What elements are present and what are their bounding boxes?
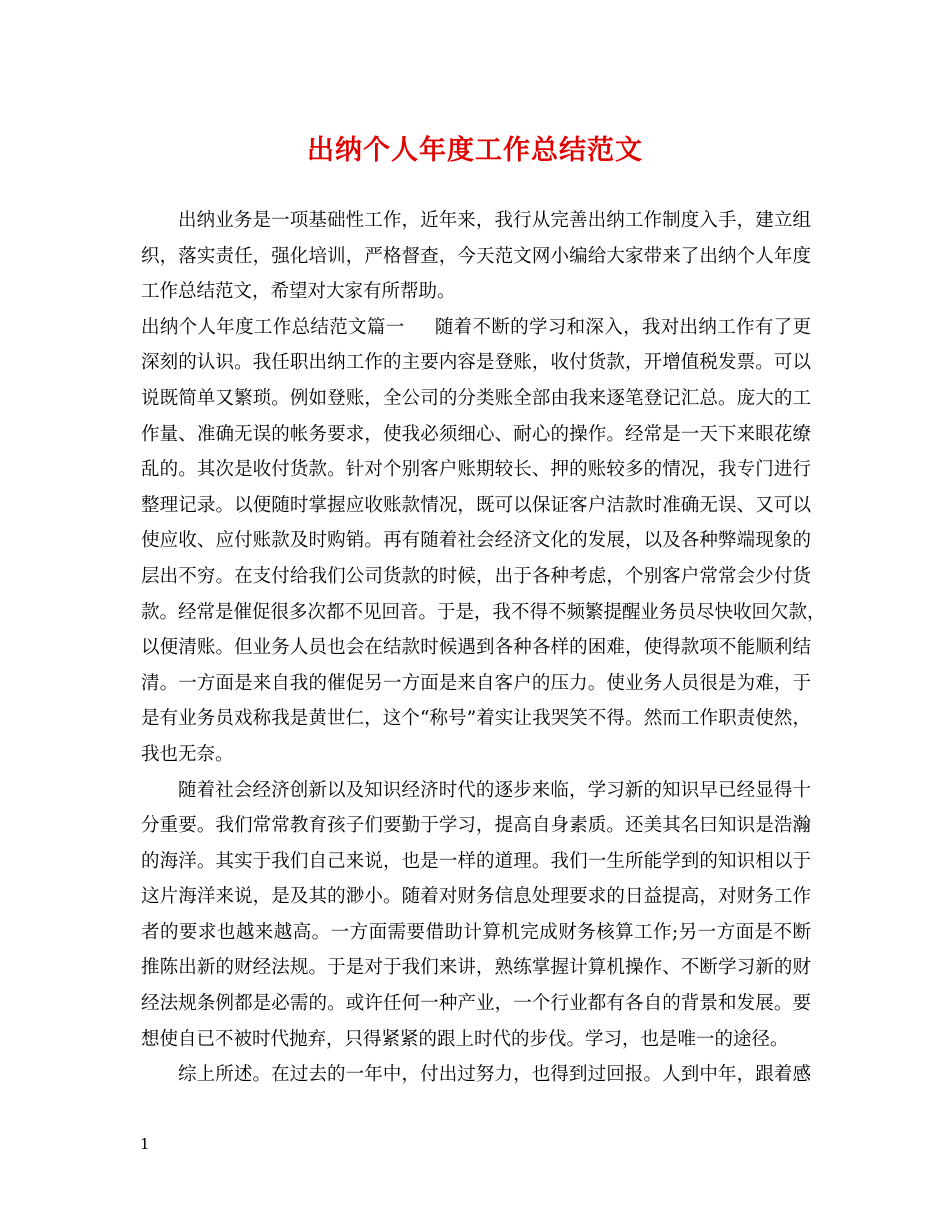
- paragraph-article-one: [141, 310, 826, 773]
- paragraph-learning: [141, 773, 811, 1058]
- text-line: 出纳业务是一项基础性工作，近年来，我行从完善出纳工作制度入手，建立组: [178, 210, 811, 231]
- document-body: [141, 203, 826, 1093]
- text-line: 我也无奈。: [141, 743, 234, 765]
- text-line: 推陈出新的财经法规。于是对于我们来讲，熟练掌握计算机操作、不断学习新的财: [141, 957, 811, 979]
- text-line: 是有业务员戏称我是黄世仁，这个“称号”着实让我哭笑不得。然而工作职责使然，: [141, 708, 811, 730]
- page-number: 1: [140, 1135, 150, 1153]
- text-line: 想使自已不被时代抛弃，只得紧紧的跟上时代的步伐。学习，也是唯一的途径。: [141, 1028, 789, 1050]
- text-line: 清。一方面是来自我的催促另一方面是来自客户的压力。使业务人员很是为难，于: [141, 672, 811, 694]
- text-line: 这片海洋来说，是及其的渺小。随着对财务信息处理要求的日益提高，对财务工作: [141, 886, 811, 908]
- text-line: 款。经常是催促很多次都不见回音。于是，我不得不频繁提醒业务员尽快收回欠款，: [141, 601, 826, 623]
- paragraph-summary: [141, 1057, 811, 1093]
- text-line: 乱的。其次是收付货款。针对个别客户账期较长、押的账较多的情况，我专门进行: [141, 459, 811, 481]
- text-line: 使应收、应付账款及时购销。再有随着社会经济文化的发展，以及各种弊端现象的: [141, 530, 811, 552]
- document-title: 出纳个人年度工作总结范文: [307, 135, 643, 166]
- text-line: 经法规条例都是必需的。或许任何一种产业，一个行业都有各自的背景和发展。要: [141, 993, 811, 1015]
- text-line: 织，落实责任，强化培训，严格督查，今天范文网小编给大家带来了出纳个人年度: [141, 245, 811, 267]
- text-line: 的海洋。其实于我们自己来说，也是一样的道理。我们一生所能学到的知识相以于: [141, 850, 811, 872]
- text-line: 层出不穷。在支付给我们公司货款的时候，出于各种考虑，个别客户常常会少付货: [141, 565, 811, 587]
- text-line: 工作总结范文，希望对大家有所帮助。: [141, 281, 456, 303]
- text-line: 说既简单又繁琐。例如登账，全公司的分类账全部由我来逐笔登记汇总。庞大的工: [141, 387, 811, 409]
- text-line: 以便清账。但业务人员也会在结款时候遇到各种各样的困难，使得款项不能顺利结: [141, 637, 811, 659]
- text-line: 随着社会经济创新以及知识经济时代的逐步来临，学习新的知识早已经显得十: [178, 779, 811, 801]
- text-line: 综上所述。在过去的一年中，付出过努力，也得到过回报。人到中年，跟着感: [178, 1064, 811, 1086]
- text-line: 分重要。我们常常教育孩子们要勤于学习，提高自身素质。还美其名曰知识是浩瀚: [141, 815, 811, 837]
- text-line: 者的要求也越来越高。一方面需要借助计算机完成财务核算工作;另一方面是不断: [141, 921, 811, 943]
- text-line: 作量、准确无误的帐务要求，使我必须细心、耐心的操作。经常是一天下来眼花缭: [141, 423, 811, 445]
- text-run: 随着不断的学习和深入，我对出纳工作有了更: [434, 316, 811, 338]
- section-heading: 出纳个人年度工作总结范文篇一: [141, 316, 405, 338]
- text-line: 深刻的认识。我任职出纳工作的主要内容是登账，收付货款，开增值税发票。可以: [141, 352, 811, 374]
- text-line: 整理记录。以便随时掌握应收账款情况，既可以保证客户洁款时准确无误、又可以: [141, 494, 811, 516]
- text-line-with-heading: [141, 310, 811, 346]
- paragraph-intro: [141, 203, 811, 310]
